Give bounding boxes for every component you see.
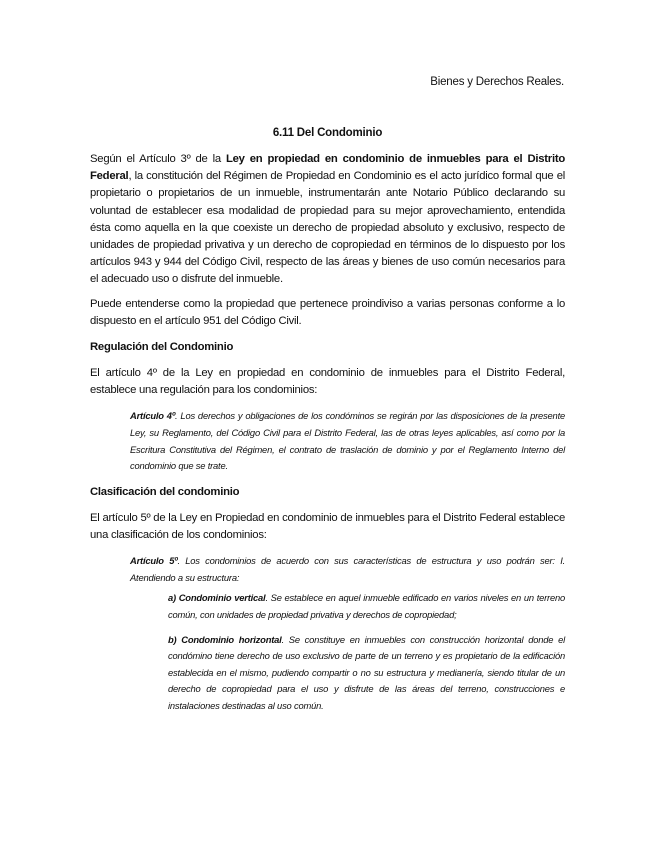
quote-label: Artículo 4º xyxy=(130,410,176,422)
paragraph-definition: Según el Artículo 3º de la Ley en propiedad en condominio de inmuebles para el Distrito Federal, la constitución del Régimen de Propiedad en Condominio es el acto jurídico formal que el propietario o propietarios de un inmueble, instrumentarán ante Notario Público declarando su voluntad de establecer esa modalidad de propiedad para su mejor aprovechamiento, entendida ésta como aquella en la que coexiste un derecho de propiedad absoluto y exclusivo, respecto de unidades de propiedad privativa y un derecho de copropiedad en términos de lo dispuesto por los artículos 943 y 944 del Código Civil, respecto de las áreas y bienes de uso común necesarios para el adecuado uso o disfrute del inmueble. xyxy=(90,153,566,286)
paragraph-proindiviso: Puede entenderse como la propiedad que pertenece proindiviso a varias personas conforme a lo dispuesto en el artículo 951 del Código Civil. xyxy=(90,297,565,327)
section-title: 6.11 Del Condominio xyxy=(272,127,383,139)
running-header: Bienes y Derechos Reales. xyxy=(430,76,564,88)
quote-label: Artículo 5º xyxy=(130,555,178,567)
heading-regulacion: Regulación del Condominio xyxy=(90,341,234,354)
quote-articulo-5: Artículo 5º. Los condominios de acuerdo con sus características de estructura y uso podrán ser: I. Atendiendo a su estructura: xyxy=(130,555,565,583)
item-condominio-vertical: a) Condominio vertical. Se establece en aquel inmueble edificado en varios niveles en un terreno común, con unidades de propiedad privativa y derechos de copropiedad; xyxy=(168,592,565,620)
paragraph-clasificacion-intro: El artículo 5º de la Ley en Propiedad en condominio de inmuebles para el Distrito Federal establece una clasificación de los condominios: xyxy=(90,511,565,542)
heading-clasificacion: Clasificación del condominio xyxy=(90,485,240,498)
document-body xyxy=(90,151,565,723)
quote-articulo-4: Artículo 4º. Los derechos y obligaciones de los condóminos se regirán por las disposiciones de la presente Ley, su Reglamento, del Código Civil para el Distrito Federal, las de otras leyes aplicables, así como por la Escritura Constitutiva del Régimen, el contrato de traslación de dominio y por el Reglamento Interno del condominio que se trate. xyxy=(130,410,565,472)
law-name: Ley en propiedad en condominio de inmuebles para el Distrito Federal xyxy=(90,153,566,183)
paragraph-regulacion-intro: El artículo 4º de la Ley en propiedad en condominio de inmuebles para el Distrito Federal, establece una regulación para los condominios: xyxy=(90,367,565,397)
item-condominio-horizontal: b) Condominio horizontal. Se constituye en inmuebles con construcción horizontal donde el condómino tiene derecho de uso exclusivo de parte de un terreno y es propietario de la edificación establecida en el mismo, pudiendo compartir o no su estructura y medianería, siendo titular de un derecho de copropiedad para el uso y disfrute de las áreas del terreno, construcciones e instalaciones destinadas al uso común. xyxy=(168,633,565,711)
